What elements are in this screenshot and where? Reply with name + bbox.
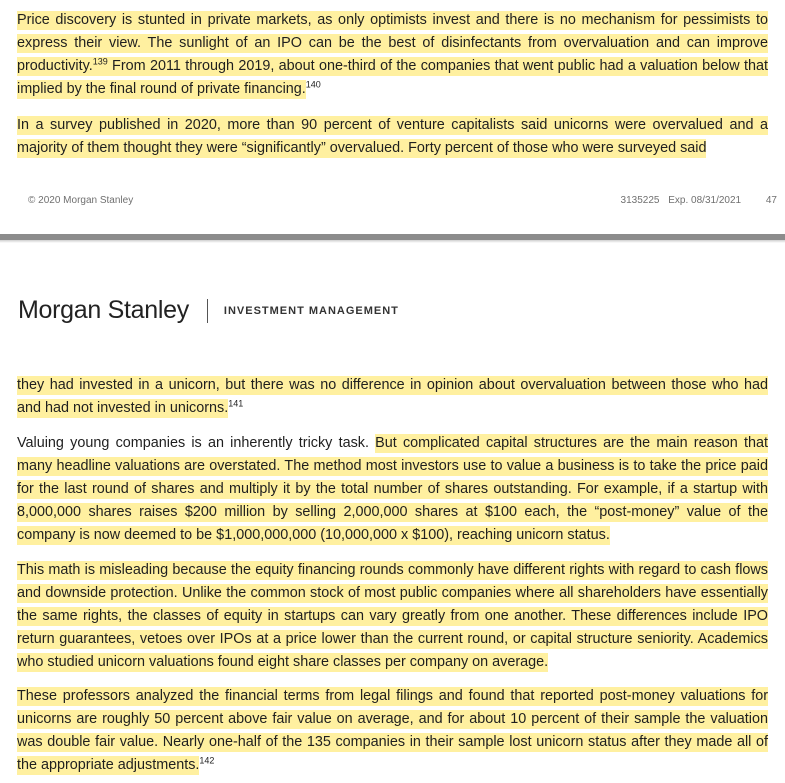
- page-header: [18, 296, 399, 325]
- paragraph-professors: [17, 685, 768, 777]
- page-footer: [28, 195, 777, 206]
- paragraph-text: Valuing young companies is an inherently tricky task.: [17, 435, 376, 451]
- footnote-ref[interactable]: 140: [305, 79, 321, 90]
- paragraph-price-discovery: [17, 9, 768, 101]
- paragraph-valuing-companies: [17, 432, 768, 547]
- page-separator-shadow: [0, 240, 785, 243]
- paragraph-text: Price discovery is stunted in private markets, as only optimists invest and there is no mechanism for pessimists to express their view. The sunlight of an IPO can be the best of disinfectants from overvaluation and can improve productivity.: [17, 12, 768, 74]
- paragraph-survey: [17, 114, 768, 160]
- paragraph-text: These professors analyzed the financial terms from legal filings and found that reported post-money valuations for unicorns are roughly 50 percent above fair value on average, and for about 10 percent of their sample the valuation was double fair value. Nearly one-half of the 135 companies in their sample lost unicorn status after they made all of the appropriate adjustments.: [17, 688, 768, 773]
- paragraph-unicorn-investors: [17, 374, 768, 420]
- paragraph-math-misleading: [17, 559, 768, 674]
- copyright: © 2020 Morgan Stanley: [28, 195, 134, 206]
- footnote-ref[interactable]: 142: [199, 755, 215, 766]
- expiry-date: Exp. 08/31/2021: [668, 195, 742, 206]
- highlight: [17, 376, 768, 418]
- highlight: [17, 561, 768, 672]
- morgan-stanley-logo: Morgan Stanley: [18, 296, 189, 324]
- document-code: 3135225: [620, 195, 660, 206]
- paragraph-text: This math is misleading because the equity financing rounds commonly have different rights with regard to cash flows and downside protection. Unlike the common stock of most public companies where all shareholders have essentially the same rights, the classes of equity in startups can vary greatly from one another. These differences include IPO return guarantees, vetoes over IPOs at a price lower than the current round, or capital structure seniority. Academics who studied unicorn valuations found eight share classes per company on average.: [17, 562, 768, 670]
- page-number: 47: [765, 195, 777, 206]
- header-divider: [207, 299, 208, 323]
- highlight: [17, 687, 768, 775]
- footnote-ref[interactable]: 141: [228, 398, 244, 409]
- highlight: [17, 116, 768, 158]
- paragraph-text: they had invested in a unicorn, but there was no difference in opinion about overvaluation between those who had and had not invested in unicorns.: [17, 377, 768, 416]
- paragraph-text: From 2011 through 2019, about one-third of the companies that went public had a valuation below that implied by the final round of private financing.: [17, 58, 768, 97]
- paragraph-text: But complicated capital structures are the main reason that many headline valuations are overstated. The method most investors use to value a business is to take the price paid for the last round of shares and multiply it by the total number of shares outstanding. For example, if a startup with 8,000,000 shares raises $200 million by selling 2,000,000 shares at $100 each, the “post-money” value of the company is now deemed to be $1,000,000,000 (10,000,000 x $100), reaching unicorn status.: [17, 435, 768, 543]
- footer-right: [615, 195, 777, 206]
- header-subtitle: INVESTMENT MANAGEMENT: [223, 304, 399, 317]
- footnote-ref[interactable]: 139: [92, 56, 108, 67]
- paragraph-text: In a survey published in 2020, more than 90 percent of venture capitalists said unicorns were overvalued and a majority of them thought they were “significantly” overvalued. Forty percent of those who were surveyed said: [17, 117, 768, 156]
- highlight: [17, 11, 768, 99]
